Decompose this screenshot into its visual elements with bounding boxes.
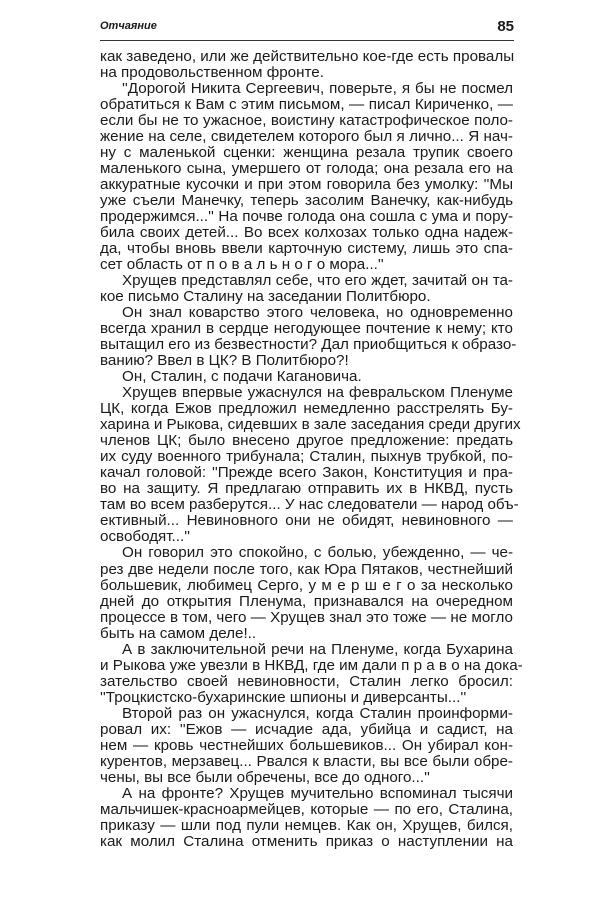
body-text [100,48,523,850]
text-line: кое письмо Сталину на заседании Политбюро. [100,288,431,306]
text-line: жение на селе, свидетелем которого был я лично... Я нач- [100,128,513,146]
page-header [100,18,514,41]
text-line: их суду военного трибунала; Сталин, пыхнув трубкой, по- [100,448,513,466]
text-line: маленького сына, умершего от голода; она резала его на [100,160,513,178]
text-line: ективный... Невиновного они не обидят, невиновного — [100,512,513,530]
text-line: ''Троцкистско-бухаринские шпионы и диверсанты...'' [100,688,467,706]
text-line: всегда хранил в сердце негодующее почтение к нему; кто [100,320,513,338]
text-line: ровал их: ''Ежов — исчадие ада, убийца и садист, на [100,720,513,738]
text-line: ну с маленькой сценки: женщина резала трупик своего [100,144,513,162]
text-line: била своих детей... Во всех колхозах только одна надеж- [100,224,513,242]
text-line: мальчишек-красноармейцев, которые — по его, Сталина, [100,800,513,818]
text-line: и Рыкова уже увезли в НКВД, где им дали п р а в о на дока- [100,656,523,674]
text-line: харина и Рыкова, сидевших в зале заседания среди других [100,416,521,434]
text-line: А в заключительной речи на Пленуме, когда Бухарина [122,640,513,658]
text-line: Второй раз он ужаснулся, когда Сталин проинформи- [122,704,513,722]
text-line: А на фронте? Хрущев мучительно вспоминал тысячи [122,784,513,802]
text-line: если бы не то ужасное, воистину катастрофическое поло- [100,112,513,130]
text-line: продержимся...'' На почве голода она сошла с ума и пору- [100,208,513,226]
text-line: дней до открытия Пленума, признавался на очередном [100,592,513,610]
text-line: во на защиту. Я предлагаю отправить их в НКВД, пусть [100,480,513,498]
text-line: Он говорил это спокойно, с болью, убежденно, — че- [122,544,513,562]
text-line: рез две недели после того, как Юра Пятаков, честнейший [100,560,513,578]
text-line: курентов, мерзавец... Рвался к власти, вы все были обре- [100,752,513,770]
text-line: ''Дорогой Никита Сергеевич, поверьте, я бы не посмел [122,80,513,98]
text-line: процессе в том, чего — Хрущев знал это тоже — не могло [100,608,513,626]
page-number: 85 [497,18,514,35]
text-line: чены, вы все были обречены, все до одного...'' [100,768,430,786]
text-line: большевик, любимец Серго, у м е р ш е г о за несколько [100,576,513,594]
text-line: обратиться к Вам с этим письмом, — писал Кириченко, — [100,96,513,114]
text-line: как заведено, или же действительно кое-где есть провалы [100,48,515,65]
text-line: вытащил его из безвестности? Дал приобщиться к образо- [100,336,517,354]
text-line: приказу — шли под пули немцев. Как он, Хрущев, бился, [100,816,513,834]
text-line: ЦК, когда Ежов предложил немедленно расстрелять Бу- [100,400,513,418]
text-line: ванию? Ввел в ЦК? В Политбюро?! [100,352,349,370]
text-line: там во всем разберутся... У нас следователи — народ объ- [100,496,519,514]
running-title: Отчаяние [100,20,157,32]
text-line: уже съели Манечку, теперь засолим Ванечку, как-нибудь [100,192,513,210]
text-line: Хрущев представлял себе, что его ждет, зачитай он та- [122,272,513,290]
text-line: освободят...'' [100,528,191,546]
text-line: качал головой: ''Прежде всего Закон, Конституция и пра- [100,464,513,482]
text-line: аккуратные кусочки и при этом говорила без умолку: ''Мы [100,176,513,194]
text-line: членов ЦК; было внесено другое предложение: предать [100,432,513,450]
text-line: да, чтобы вновь ввели карточную систему, лишь это спа- [100,240,513,258]
text-line: как молил Сталина отменить приказ о наступлении на [100,832,513,850]
text-line: Хрущев впервые ужаснулся на февральском Пленуме [122,384,513,402]
text-line: нем — кровь честнейших большевиков... Он убирал кон- [100,736,513,754]
text-line: сет область от п о в а л ь н о г о мора...'' [100,256,384,274]
text-line: на продовольственном фронте. [100,64,324,82]
text-line: быть на самом деле!.. [100,624,257,642]
text-line: зательство своей невиновности, Сталин легко бросил: [100,672,513,690]
text-line: Он, Сталин, с подачи Кагановича. [122,368,362,386]
text-line: Он знал коварство этого человека, но одновременно [122,304,513,322]
